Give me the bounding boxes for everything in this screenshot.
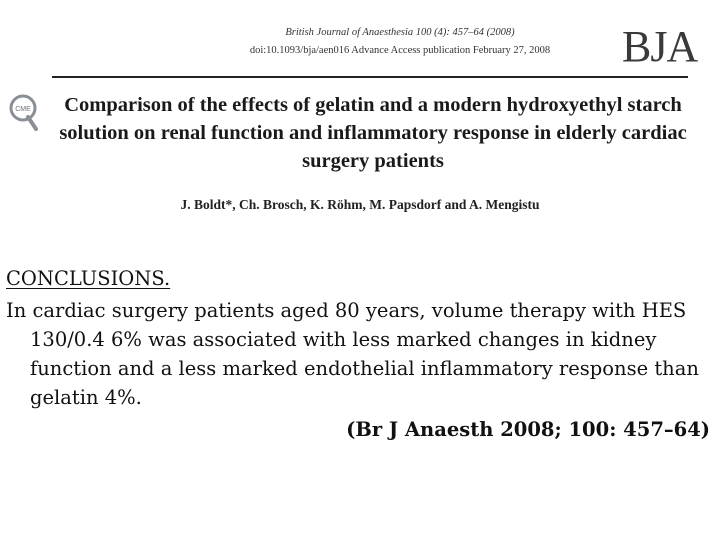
paper-header-image	[0, 0, 720, 232]
paper-title: Comparison of the effects of gelatin and a modern hydroxyethyl starch solution on renal function and inflammatory response in elderly cardiac surgery patients	[59, 94, 687, 172]
citation: (Br J Anaesth 2008; 100: 457–64)	[346, 418, 710, 441]
doi-line: doi:10.1093/bja/aen016 Advance Access publication February 27, 2008	[249, 45, 551, 56]
cme-label: CME	[15, 106, 31, 113]
slide-content	[6, 262, 712, 448]
cme-icon	[8, 93, 40, 133]
journal-meta	[190, 24, 610, 60]
conclusions-body: In cardiac surgery patients aged 80 years, volume therapy with HES 130/0.4 6% was associated with less marked changes in kidney function and a less marked endothelial inflammatory response than gelatin 4%.	[6, 299, 699, 409]
journal-citation-line: British Journal of Anaesthesia 100 (4): 457–64 (2008)	[285, 27, 515, 38]
conclusions-heading: CONCLUSIONS.	[6, 267, 171, 290]
header-rule	[52, 76, 688, 78]
bja-logo: BJA	[622, 22, 698, 71]
paper-authors: J. Boldt*, Ch. Brosch, K. Röhm, M. Papsdorf and A. Mengistu	[180, 197, 540, 212]
